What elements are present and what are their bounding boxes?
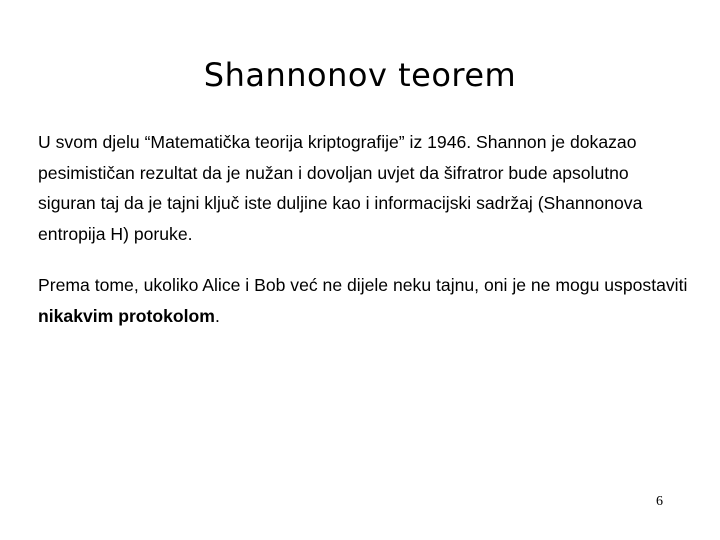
paragraph-consequence-text: Prema tome, ukoliko Alice i Bob već ne dijele neku tajnu, oni je ne mogu uspostaviti — [38, 275, 688, 295]
paragraph-consequence-end: . — [214, 305, 220, 326]
paragraph-consequence — [38, 270, 688, 331]
page-number: 6 — [656, 494, 663, 509]
paragraph-shannon-result: U svom djelu “Matematička teorija kriptografije” iz 1946. Shannon je dokazao pesimističan rezultat da je nužan i dovoljan uvjet da šifratror bude apsolutno siguran taj da je tajni ključ iste duljine kao i informacijski sadržaj (Shannonova entropija H) poruke. — [38, 132, 643, 244]
emphasis-text: nikakvim protokolom — [38, 305, 215, 326]
slide-title: Shannonov teorem — [203, 56, 517, 94]
